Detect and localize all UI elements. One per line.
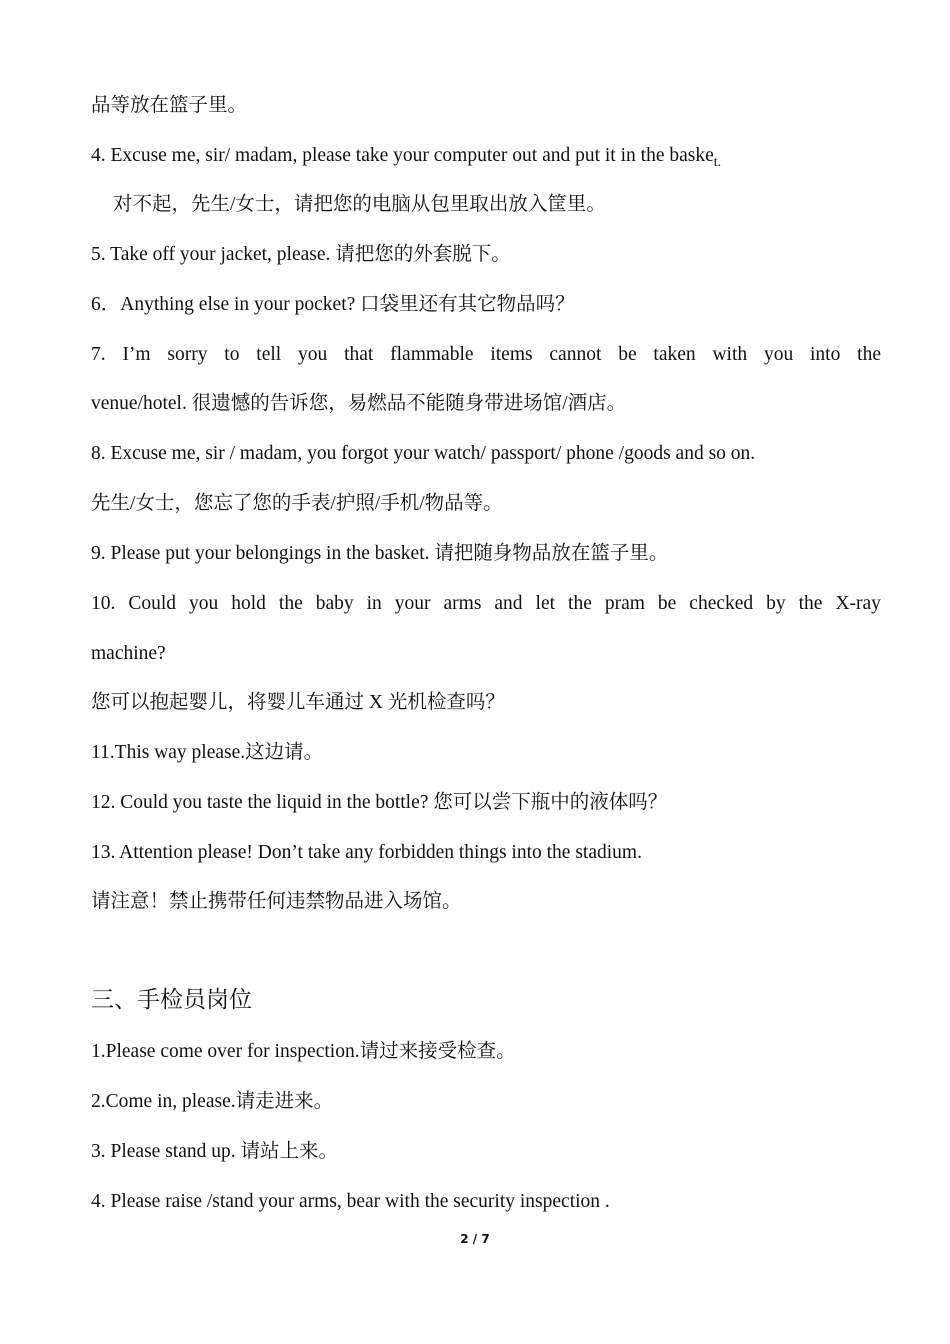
text-line: 13. Attention please! Don’t take any forbidden things into the stadium.	[91, 842, 642, 863]
word: let	[535, 593, 556, 614]
text-line: 对不起，先生/女士，请把您的电脑从包里取出放入筐里。	[113, 194, 606, 215]
word: items	[490, 344, 533, 365]
word: tell	[256, 344, 282, 365]
word: Could	[128, 593, 177, 614]
word: in	[366, 593, 382, 614]
page-separator: /	[472, 1232, 478, 1246]
text-line: 9. Please put your belongings in the basket. 请把随身物品放在篮子里。	[91, 543, 669, 564]
word: X-ray	[835, 593, 881, 614]
text-line: 12. Could you taste the liquid in the bottle? 您可以尝下瓶中的液体吗？	[91, 792, 668, 813]
justified-line	[91, 342, 881, 368]
text-line: 4. Please raise /stand your arms, bear with the security inspection .	[91, 1191, 610, 1212]
word: to	[224, 344, 240, 365]
word: by	[766, 593, 786, 614]
word: be	[618, 344, 637, 365]
justified-line	[91, 591, 881, 617]
text-line: 3. Please stand up. 请站上来。	[91, 1141, 338, 1162]
word: pram	[604, 593, 645, 614]
page-total: 7	[481, 1232, 490, 1246]
text-line: 5. Take off your jacket, please. 请把您的外套脱下。	[91, 244, 511, 265]
word: 7.	[91, 344, 106, 365]
word: and	[494, 593, 523, 614]
word: hold	[231, 593, 266, 614]
word: sorry	[167, 344, 208, 365]
word: you	[298, 344, 328, 365]
word: the	[798, 593, 823, 614]
word: taken	[653, 344, 696, 365]
word: baby	[315, 593, 354, 614]
text-line: 2.Come in, please.请走进来。	[91, 1091, 334, 1112]
text-line: 11.This way please.这边请。	[91, 742, 324, 763]
text-span: 4. Excuse me, sir/ madam, please take your computer out and put it in the baske	[91, 145, 714, 166]
word: you	[189, 593, 219, 614]
word: with	[712, 344, 748, 365]
text-line: venue/hotel. 很遗憾的告诉您，易燃品不能随身带进场馆/酒店。	[91, 393, 627, 414]
word: be	[657, 593, 677, 614]
page-current: 2	[460, 1232, 469, 1246]
word: the	[278, 593, 303, 614]
word: the	[857, 344, 881, 365]
word: into	[810, 344, 841, 365]
word: 10.	[91, 593, 116, 614]
word: cannot	[549, 344, 602, 365]
text-line: 8. Excuse me, sir / madam, you forgot your watch/ passport/ phone /goods and so on.	[91, 443, 756, 464]
subscript-text: t.	[713, 155, 722, 170]
word: you	[763, 344, 794, 365]
word: flammable	[390, 344, 474, 365]
text-line: 6．Anything else in your pocket? 口袋里还有其它物品吗？	[91, 294, 575, 315]
text-line: 先生/女士，您忘了您的手表/护照/手机/物品等。	[91, 493, 503, 514]
text-line: 品等放在篮子里。	[91, 95, 248, 116]
word: checked	[689, 593, 754, 614]
page-number	[0, 1232, 950, 1246]
word: that	[344, 344, 374, 365]
word: the	[568, 593, 592, 614]
section-heading: 三、手检员岗位	[91, 987, 252, 1012]
text-line: machine?	[91, 643, 166, 664]
text-line: 请注意！禁止携带任何违禁物品进入场馆。	[91, 891, 462, 912]
text-line: 1.Please come over for inspection.请过来接受检查。	[91, 1041, 516, 1062]
word: your	[394, 593, 431, 614]
word: arms	[443, 593, 482, 614]
text-line	[91, 143, 721, 176]
word: I’m	[122, 344, 151, 365]
text-line: 您可以抱起婴儿，将婴儿车通过 X 光机检查吗？	[91, 692, 505, 713]
